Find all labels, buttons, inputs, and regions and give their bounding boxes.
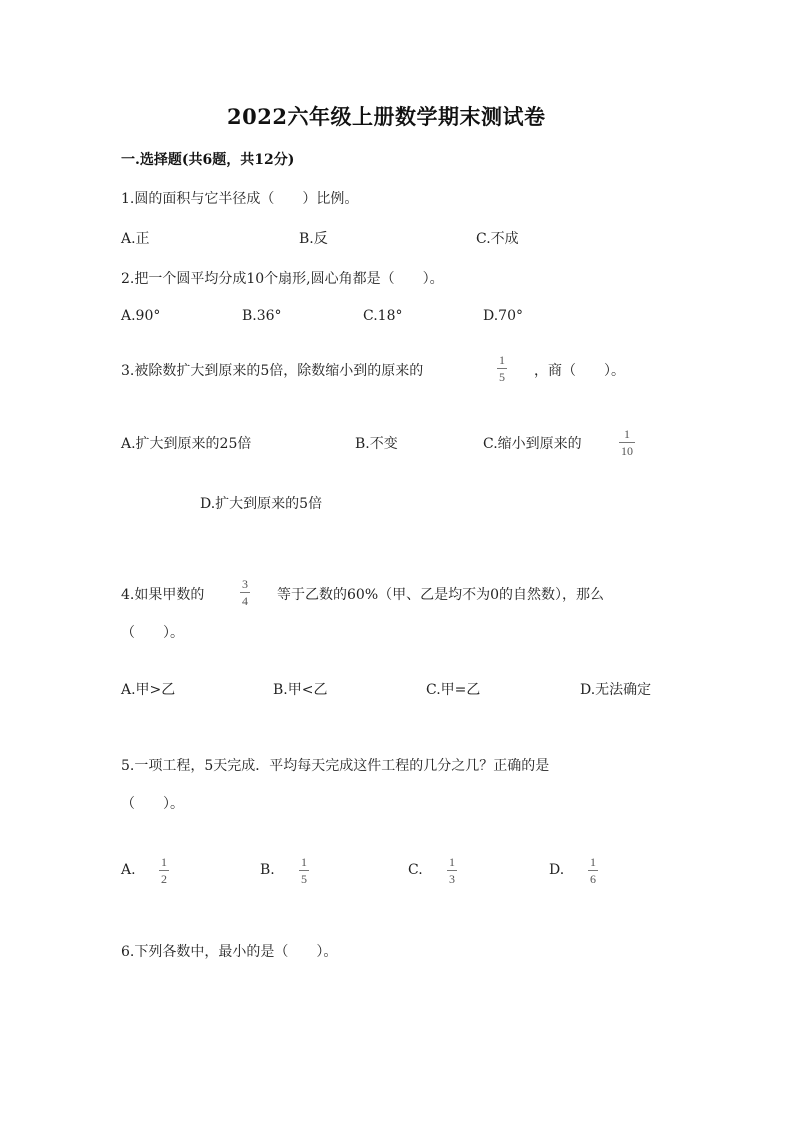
question-5-option-c-label: C. — [408, 862, 423, 878]
fraction-denominator: 10 — [621, 444, 633, 458]
question-6-stem: 6.下列各数中，最小的是（ ）。 — [121, 944, 338, 960]
question-1-option-c: C.不成 — [476, 231, 519, 247]
exam-title: 2022六年级上册数学期末测试卷 — [227, 104, 546, 129]
question-3-option-b: B.不变 — [355, 436, 398, 452]
fraction-numerator: 1 — [624, 427, 630, 441]
question-2-option-d: D.70° — [483, 308, 523, 324]
question-4-stem-continued: 等于乙数的60%（甲、乙是均不为0的自然数），那么 — [277, 587, 605, 603]
question-4-stem-end: （ ）。 — [121, 625, 184, 641]
question-5-stem: 5.一项工程，5天完成．平均每天完成这件工程的几分之几？正确的是 — [121, 758, 550, 774]
question-1-option-b: B.反 — [299, 231, 328, 247]
question-2-option-c: C.18° — [363, 308, 403, 324]
question-1-stem: 1.圆的面积与它半径成（ ）比例。 — [121, 191, 359, 207]
question-5-option-a-label: A. — [121, 862, 136, 878]
fraction-denominator: 4 — [242, 594, 248, 608]
question-2-option-b: B.36° — [242, 308, 282, 324]
question-5-option-d-fraction — [588, 856, 598, 885]
question-3-stem: 3.被除数扩大到原来的5倍，除数缩小到的原来的 — [121, 363, 424, 379]
fraction-denominator: 2 — [161, 872, 167, 886]
question-5-option-b-label: B. — [260, 862, 275, 878]
fraction-numerator: 1 — [499, 353, 505, 367]
question-4-stem: 4.如果甲数的 — [121, 587, 205, 603]
fraction-numerator: 1 — [301, 855, 307, 869]
question-4-option-c: C.甲=乙 — [426, 682, 481, 698]
question-3-option-d: D.扩大到原来的5倍 — [200, 496, 323, 512]
question-4-option-a: A.甲>乙 — [121, 682, 176, 698]
question-4-stem-fraction — [240, 578, 250, 607]
question-5-option-a-fraction — [159, 856, 169, 885]
question-3-option-c-fraction — [619, 428, 635, 457]
question-1-option-a: A.正 — [121, 231, 150, 247]
question-4-option-d: D.无法确定 — [580, 682, 652, 698]
question-4-option-b: B.甲<乙 — [273, 682, 328, 698]
question-3-option-c: C.缩小到原来的 — [483, 436, 582, 452]
fraction-denominator: 6 — [590, 872, 596, 886]
fraction-denominator: 3 — [449, 872, 455, 886]
question-2-stem: 2.把一个圆平均分成10个扇形,圆心角都是（ ）。 — [121, 271, 444, 287]
fraction-numerator: 1 — [449, 855, 455, 869]
question-5-option-c-fraction — [447, 856, 457, 885]
question-3-stem-fraction — [497, 354, 507, 383]
section-title: 一.选择题(共6题，共12分) — [121, 152, 295, 168]
question-2-option-a: A.90° — [121, 308, 161, 324]
fraction-denominator: 5 — [499, 370, 505, 384]
fraction-numerator: 3 — [242, 577, 248, 591]
question-5-option-d-label: D. — [549, 862, 565, 878]
question-5-stem-end: （ ）。 — [121, 796, 184, 812]
question-3-stem-end: ，商（ ）。 — [534, 363, 625, 379]
fraction-numerator: 1 — [161, 855, 167, 869]
fraction-denominator: 5 — [301, 872, 307, 886]
fraction-numerator: 1 — [590, 855, 596, 869]
question-3-option-a: A.扩大到原来的25倍 — [121, 436, 252, 452]
question-5-option-b-fraction — [299, 856, 309, 885]
